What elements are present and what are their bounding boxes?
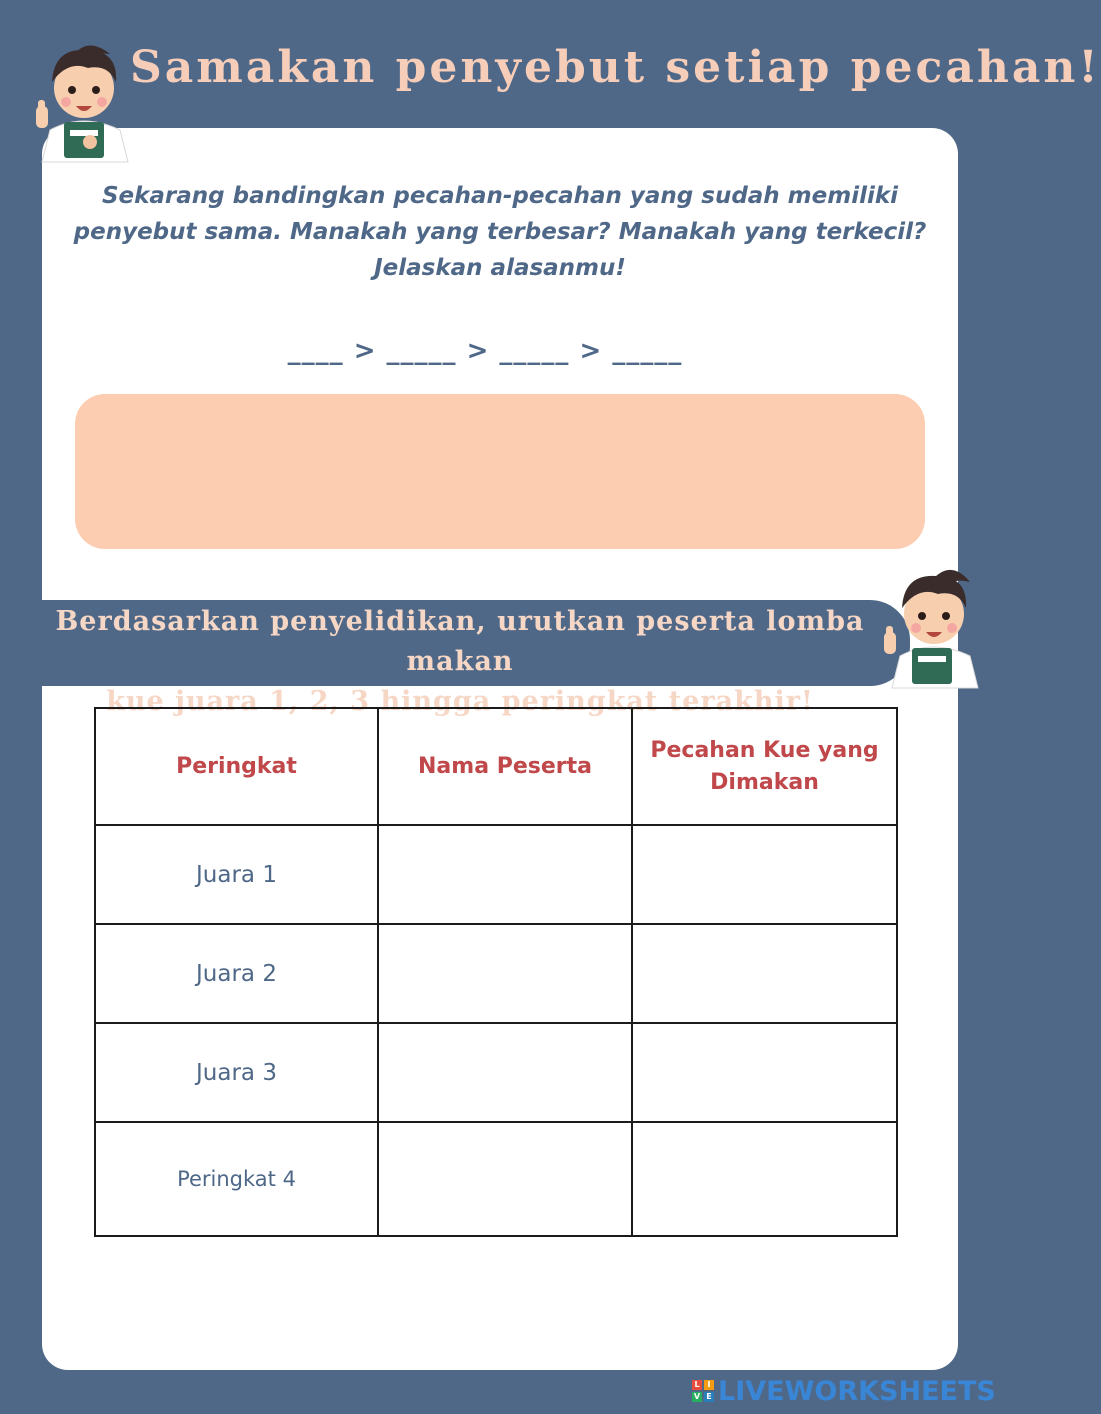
instruction-line-2: penyebut sama. Manakah yang terbesar? Manakah yang terkecil? [73, 219, 927, 245]
name-input-cell[interactable] [378, 1023, 632, 1122]
table-header-row [95, 708, 897, 825]
rank-cell: Peringkat 4 [95, 1122, 378, 1236]
boy-mascot-icon [28, 30, 138, 162]
instruction-line-3: Jelaskan alasanmu! [374, 255, 626, 281]
table-row [95, 1023, 897, 1122]
header-fraction-line-1: Pecahan Kue yang [650, 737, 879, 763]
name-input-cell[interactable] [378, 825, 632, 924]
fraction-input-cell[interactable] [632, 1122, 897, 1236]
table-row [95, 825, 897, 924]
header-fraction-line-2: Dimakan [710, 769, 819, 795]
rank-cell: Juara 2 [95, 924, 378, 1023]
header-fraction [632, 708, 897, 825]
ranking-table [94, 707, 898, 1237]
boy-mascot-icon [878, 556, 988, 688]
instruction-text [60, 178, 940, 286]
fraction-input-cell[interactable] [632, 1023, 897, 1122]
liveworksheets-logo-icon [692, 1380, 714, 1402]
logo-letter: E [704, 1392, 714, 1402]
name-input-cell[interactable] [378, 1122, 632, 1236]
fraction-input-cell[interactable] [632, 825, 897, 924]
banner-line-1: Berdasarkan penyelidikan, urutkan peserta lomba makan [55, 606, 865, 677]
header-name: Nama Peserta [378, 708, 632, 825]
page-title: Samakan penyebut setiap pecahan! [130, 42, 1101, 93]
logo-letter: V [693, 1392, 701, 1401]
instruction-line-1: Sekarang bandingkan pecahan-pecahan yang sudah memiliki [101, 183, 899, 209]
banner-line-2: kue juara 1, 2, 3 hingga peringkat terakhir! [106, 686, 814, 717]
table-row [95, 924, 897, 1023]
logo-letter: L [692, 1380, 702, 1390]
liveworksheets-logo[interactable] [692, 1374, 996, 1408]
table-row [95, 1122, 897, 1236]
liveworksheets-wordmark: LIVEWORKSHEETS [718, 1375, 996, 1407]
fraction-input-cell[interactable] [632, 924, 897, 1023]
rank-cell: Juara 3 [95, 1023, 378, 1122]
explanation-answer-box[interactable] [75, 394, 925, 549]
section-banner-text [10, 602, 910, 722]
ordering-blanks[interactable]: ____ > _____ > _____ > _____ [287, 336, 683, 366]
header-rank: Peringkat [95, 708, 378, 825]
logo-letter: I [704, 1380, 714, 1390]
name-input-cell[interactable] [378, 924, 632, 1023]
rank-cell: Juara 1 [95, 825, 378, 924]
